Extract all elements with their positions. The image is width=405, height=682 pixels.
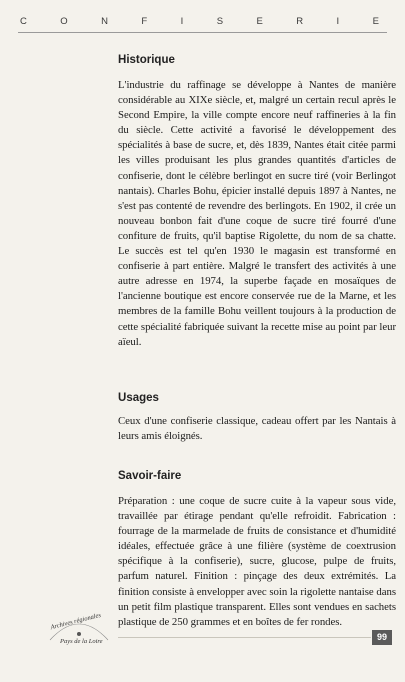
title-rest: sages <box>126 392 159 404</box>
header-rule <box>18 32 387 33</box>
running-header-text <box>18 16 387 27</box>
paragraph-usages: Ceux d'une confiserie classique, cadeau offert par les Nantais à leurs amis éloignés. <box>118 415 396 443</box>
title-initial: S <box>118 470 126 482</box>
header-letter: C <box>20 15 27 27</box>
archives-logo <box>44 610 114 650</box>
section-title-historique <box>118 54 175 66</box>
bleed-through-text <box>232 40 402 57</box>
header-letter: E <box>372 15 379 27</box>
header-letter: F <box>141 15 148 27</box>
page-number: 99 <box>372 630 392 645</box>
title-rest: istorique <box>126 54 175 66</box>
header-letter: N <box>101 15 108 27</box>
header-letter: O <box>60 15 68 27</box>
title-initial: H <box>118 54 127 66</box>
header-letter: S <box>216 15 224 27</box>
footer-rule <box>118 637 371 638</box>
header-letter: I <box>180 15 184 27</box>
section-title-savoir-faire <box>118 470 181 482</box>
section-title-usages <box>118 392 159 404</box>
header-letter: R <box>296 15 304 27</box>
paragraph-historique: L'industrie du raffinage se développe à Nantes de manière considérable au XIXe siècle, et, malgré un certain recul après le Second Empire, la ville compte encore neuf raffineries à la fin du siècle. Cette activité a favorisé le développement des spécialités à base de sucre, et, dès 1839, Nantes était citée parmi les villes produisant les plus grandes quantités d'articles de confiserie, dont le célèbre berlingot en sucre tiré (voir Berlingot nantais). Charles Bohu, épicier installé depuis 1897 à Nantes, ne s'est pas contenté de revendre des berlingots. En 1902, il crée un nouveau bonbon fait d'une coque de sucre tiré fourré d'une confiture de fruits, qu'il baptise Rigolette, du nom de sa chatte. Le succès est tel qu'en 1930 le magasin est transformé en confiserie à part entière. Malgré le transfert des activités à une autre adresse en 1974, la superbe façade en mosaïques de l'ancienne boutique est encore conservée rue de la Marne, et les membres de la famille Bohu veillent toujours à la production de cette spécialité fabriquée suivant la recette mise au point par leur aïeul. <box>118 79 396 348</box>
logo-line-2: Pays de la Loire <box>60 638 103 645</box>
running-header <box>18 11 387 31</box>
title-rest: avoir-faire <box>125 470 182 482</box>
paragraph-savoir-faire: Préparation : une coque de sucre cuite à la vapeur sous vide, travaillée par étirage pendant qu'elle refroidit. Fabrication : fourrage de la marmelade de fruits de consistance et d'humidité idéales, effectuée grâce à une filière (système de coextrusion spécifique à la confiserie), sucre, glucose, pulpe de fruits, parfum naturel. Finition : pinçage des deux extrémités. La finition consiste à envelopper avec soin la rigolette nantaise dans un petit film plastique transparent. Elles sont vendues en sachets plastique de 250 grammes et en boîtes de fer rondes. <box>118 495 396 628</box>
logo-line-1: Archives régionales <box>49 611 102 632</box>
header-letter: I <box>336 15 340 27</box>
title-initial: U <box>118 392 127 404</box>
header-letter: E <box>256 15 263 27</box>
